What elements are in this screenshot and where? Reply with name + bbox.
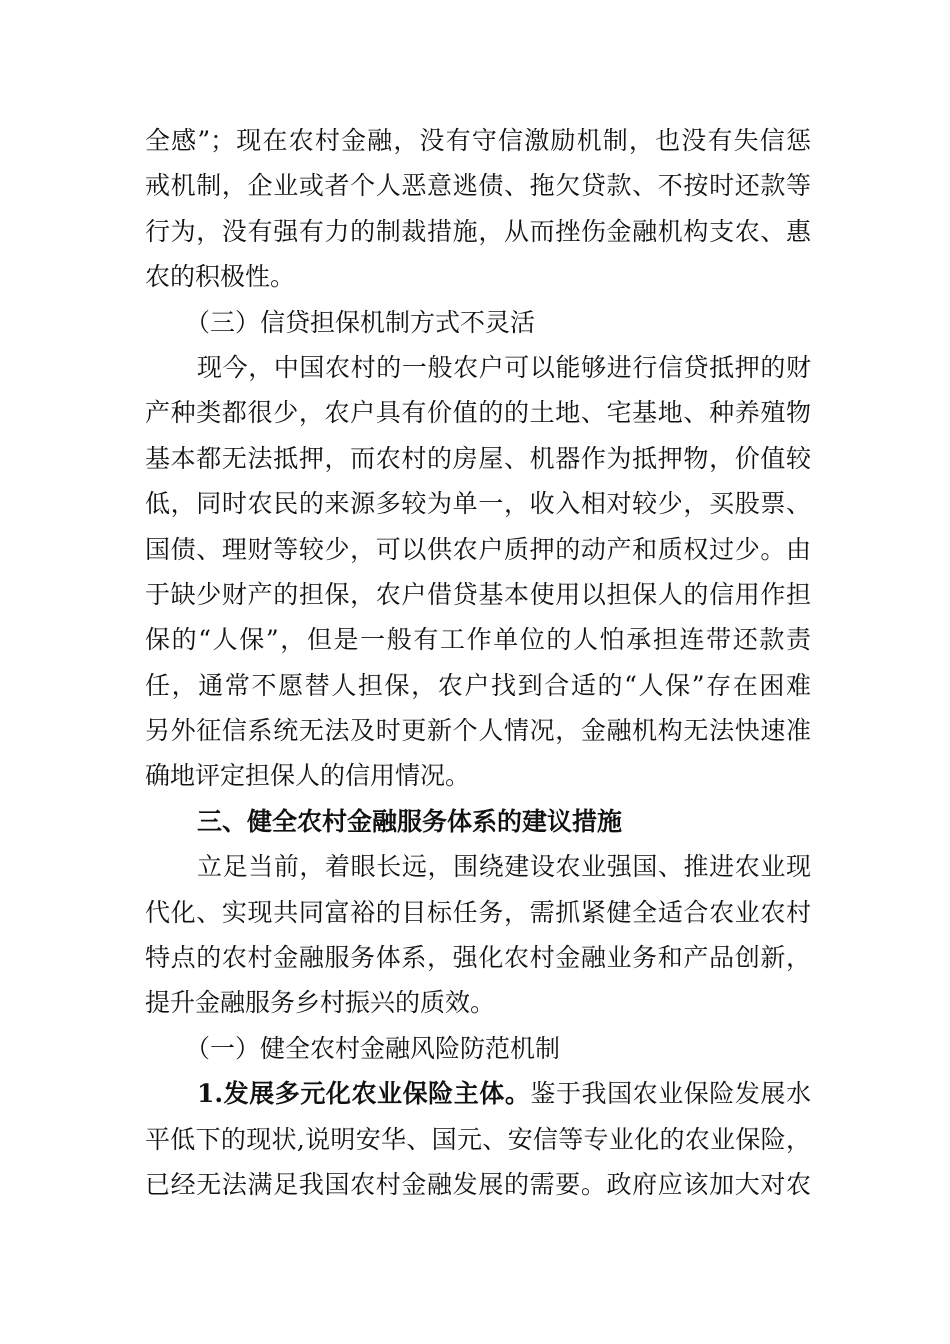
paragraph-line: 立足当前，着眼长远，围绕建设农业强国、推进农业现 <box>197 852 811 882</box>
paragraph-line: 全感”；现在农村金融，没有守信激励机制，也没有失信惩 <box>145 126 811 155</box>
paragraph-line: 保的“人保”，但是一般有工作单位的人怕承担连带还款责 <box>145 625 811 655</box>
paragraph-line: 特点的农村金融服务体系，强化农村金融业务和产品创新， <box>145 943 811 973</box>
paragraph-line: 提升金融服务乡村振兴的质效。 <box>145 988 496 1018</box>
paragraph-line <box>145 1071 811 1116</box>
paragraph-line: 于缺少财产的担保，农户借贷基本使用以担保人的信用作担 <box>145 579 811 609</box>
document-page <box>145 118 811 1207</box>
paragraph-line: 现今，中国农村的一般农户可以能够进行信贷抵押的财 <box>197 352 811 382</box>
paragraph-line: 低，同时农民的来源多较为单一，收入相对较少，买股票、 <box>145 489 811 519</box>
paragraph-line: 国债、理财等较少，可以供农户质押的动产和质权过少。由 <box>145 534 811 564</box>
paragraph-line: 平低下的现状,说明安华、国元、安信等专业化的农业保险， <box>145 1124 811 1154</box>
section-heading-3: （三）信贷担保机制方式不灵活 <box>185 307 536 337</box>
paragraph-line: 代化、实现共同富裕的目标任务，需抓紧健全适合农业农村 <box>145 897 811 927</box>
paragraph-text: 鉴于我国农业保险发展水 <box>530 1079 811 1109</box>
paragraph-line: 已经无法满足我国农村金融发展的需要。政府应该加大对农 <box>145 1169 811 1199</box>
paragraph-line: 基本都无法抵押，而农村的房屋、机器作为抵押物，价值较 <box>145 443 811 473</box>
paragraph-line: 戒机制，企业或者个人恶意逃债、拖欠贷款、不按时还款等 <box>145 171 811 201</box>
paragraph-line: 行为，没有强有力的制裁措施，从而挫伤金融机构支农、惠 <box>145 216 811 246</box>
chapter-heading: 三、健全农村金融服务体系的建议措施 <box>197 806 623 836</box>
paragraph-line: 产种类都很少，农户具有价值的的土地、宅基地、种养殖物 <box>145 398 811 428</box>
paragraph-line: 另外征信系统无法及时更新个人情况，金融机构无法快速准 <box>145 716 811 746</box>
paragraph-line: 确地评定担保人的信用情况。 <box>145 761 471 791</box>
paragraph-line: 任，通常不愿替人担保，农户找到合适的“人保”存在困难 <box>145 670 811 700</box>
paragraph-line: 农的积极性。 <box>145 262 296 292</box>
section-heading-1: （一）健全农村金融风险防范机制 <box>185 1033 561 1063</box>
bold-lead-text: 1.发展多元化农业保险主体。 <box>197 1079 531 1109</box>
